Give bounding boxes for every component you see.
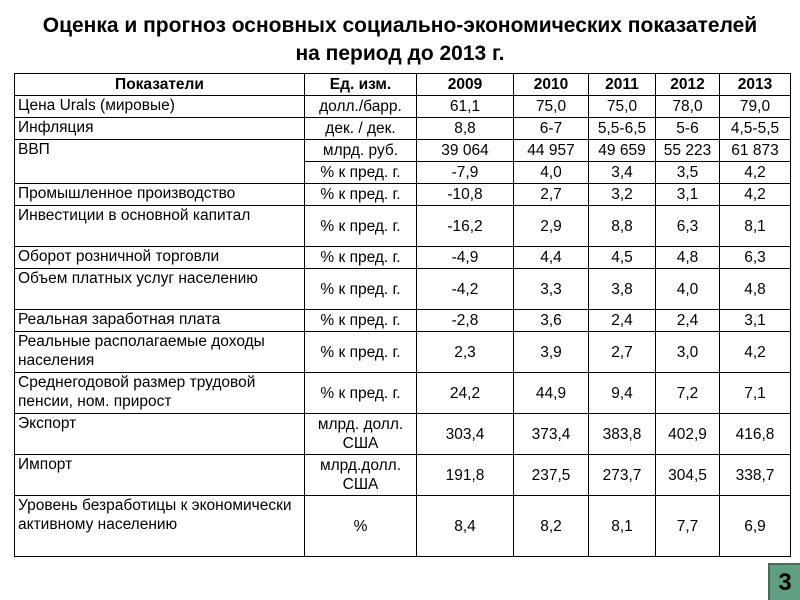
row-unit: % к пред. г. — [305, 184, 417, 206]
cell-2013: 6,9 — [720, 496, 791, 557]
cell-2011: 2,7 — [589, 332, 656, 373]
cell-2011: 49 659 — [589, 140, 656, 162]
cell-2011: 2,4 — [589, 310, 656, 332]
table-row — [15, 140, 791, 162]
row-label: Уровень безработицы к экономически активному населению — [15, 496, 305, 557]
cell-2010: 237,5 — [514, 455, 589, 496]
cell-2012: 402,9 — [656, 414, 720, 455]
cell-2010: 2,9 — [514, 206, 589, 247]
cell-2012: 3,1 — [656, 184, 720, 206]
cell-2012: 3,0 — [656, 332, 720, 373]
row-label: Инвестиции в основной капитал — [15, 206, 305, 247]
row-unit: млрд.долл. США — [305, 455, 417, 496]
cell-2012: 3,5 — [656, 162, 720, 184]
table-row — [15, 373, 791, 414]
cell-2009: 8,8 — [417, 118, 514, 140]
cell-2009: -7,9 — [417, 162, 514, 184]
row-label: Оборот розничной торговли — [15, 247, 305, 269]
cell-2011: 9,4 — [589, 373, 656, 414]
page-title-line-1: Оценка и прогноз основных социально-экономических показателей — [42, 14, 758, 37]
cell-2011: 3,2 — [589, 184, 656, 206]
cell-2011: 383,8 — [589, 414, 656, 455]
slide-number-badge: 3 — [768, 563, 800, 600]
cell-2011: 4,5 — [589, 247, 656, 269]
cell-2011: 8,1 — [589, 496, 656, 557]
cell-2012: 5-6 — [656, 118, 720, 140]
cell-2012: 7,2 — [656, 373, 720, 414]
cell-2013: 8,1 — [720, 206, 791, 247]
cell-2013: 61 873 — [720, 140, 791, 162]
header-year-2010: 2010 — [514, 74, 589, 96]
cell-2013: 4,2 — [720, 332, 791, 373]
cell-2010: 3,6 — [514, 310, 589, 332]
cell-2012: 78,0 — [656, 96, 720, 118]
row-unit: дек. / дек. — [305, 118, 417, 140]
row-unit: % к пред. г. — [305, 162, 417, 184]
cell-2010: 44 957 — [514, 140, 589, 162]
cell-2013: 7,1 — [720, 373, 791, 414]
cell-2013: 4,2 — [720, 162, 791, 184]
cell-2009: -4,9 — [417, 247, 514, 269]
cell-2010: 6-7 — [514, 118, 589, 140]
row-unit: % к пред. г. — [305, 206, 417, 247]
cell-2012: 4,0 — [656, 269, 720, 310]
cell-2012: 6,3 — [656, 206, 720, 247]
cell-2013: 4,2 — [720, 184, 791, 206]
cell-2011: 3,8 — [589, 269, 656, 310]
row-unit: % — [305, 496, 417, 557]
row-label: Цена Urals (мировые) — [15, 96, 305, 118]
cell-2013: 338,7 — [720, 455, 791, 496]
row-label: Импорт — [15, 455, 305, 496]
header-unit: Ед. изм. — [305, 74, 417, 96]
cell-2009: -2,8 — [417, 310, 514, 332]
row-label: ВВП — [15, 140, 305, 184]
cell-2011: 3,4 — [589, 162, 656, 184]
cell-2010: 3,9 — [514, 332, 589, 373]
cell-2013: 416,8 — [720, 414, 791, 455]
cell-2013: 6,3 — [720, 247, 791, 269]
cell-2012: 2,4 — [656, 310, 720, 332]
row-label: Промышленное производство — [15, 184, 305, 206]
row-label: Экспорт — [15, 414, 305, 455]
cell-2009: 39 064 — [417, 140, 514, 162]
indicators-table — [14, 73, 791, 557]
row-label: Инфляция — [15, 118, 305, 140]
table-row — [15, 247, 791, 269]
table-row — [15, 455, 791, 496]
cell-2012: 4,8 — [656, 247, 720, 269]
header-indicator: Показатели — [15, 74, 305, 96]
cell-2010: 2,7 — [514, 184, 589, 206]
row-unit: % к пред. г. — [305, 332, 417, 373]
row-label: Объем платных услуг населению — [15, 269, 305, 310]
table-row — [15, 269, 791, 310]
row-unit: долл./барр. — [305, 96, 417, 118]
cell-2013: 79,0 — [720, 96, 791, 118]
header-year-2012: 2012 — [656, 74, 720, 96]
page-title-line-2: на период до 2013 г. — [295, 42, 505, 65]
cell-2010: 44,9 — [514, 373, 589, 414]
cell-2009: -4,2 — [417, 269, 514, 310]
cell-2009: 2,3 — [417, 332, 514, 373]
header-year-2009: 2009 — [417, 74, 514, 96]
cell-2013: 3,1 — [720, 310, 791, 332]
row-unit: % к пред. г. — [305, 269, 417, 310]
cell-2009: 8,4 — [417, 496, 514, 557]
page-title — [0, 12, 800, 68]
cell-2010: 3,3 — [514, 269, 589, 310]
cell-2010: 4,4 — [514, 247, 589, 269]
row-label: Реальная заработная плата — [15, 310, 305, 332]
row-unit: млрд. долл. США — [305, 414, 417, 455]
cell-2010: 8,2 — [514, 496, 589, 557]
row-unit: % к пред. г. — [305, 310, 417, 332]
cell-2009: 191,8 — [417, 455, 514, 496]
table-row — [15, 310, 791, 332]
cell-2009: 303,4 — [417, 414, 514, 455]
cell-2011: 5,5-6,5 — [589, 118, 656, 140]
cell-2009: -10,8 — [417, 184, 514, 206]
cell-2010: 373,4 — [514, 414, 589, 455]
table-row — [15, 414, 791, 455]
table-row — [15, 96, 791, 118]
cell-2009: 61,1 — [417, 96, 514, 118]
row-unit: % к пред. г. — [305, 247, 417, 269]
cell-2011: 273,7 — [589, 455, 656, 496]
table-header-row — [15, 74, 791, 96]
cell-2010: 75,0 — [514, 96, 589, 118]
cell-2013: 4,5-5,5 — [720, 118, 791, 140]
cell-2013: 4,8 — [720, 269, 791, 310]
table-row — [15, 184, 791, 206]
header-year-2011: 2011 — [589, 74, 656, 96]
table-row — [15, 332, 791, 373]
row-label: Среднегодовой размер трудовой пенсии, ном. прирост — [15, 373, 305, 414]
cell-2012: 304,5 — [656, 455, 720, 496]
cell-2012: 7,7 — [656, 496, 720, 557]
cell-2011: 8,8 — [589, 206, 656, 247]
cell-2012: 55 223 — [656, 140, 720, 162]
header-year-2013: 2013 — [720, 74, 791, 96]
cell-2011: 75,0 — [589, 96, 656, 118]
row-label: Реальные располагаемые доходы населения — [15, 332, 305, 373]
cell-2010: 4,0 — [514, 162, 589, 184]
row-unit: млрд. руб. — [305, 140, 417, 162]
table-row — [15, 496, 791, 557]
table-row — [15, 206, 791, 247]
table-row — [15, 118, 791, 140]
cell-2009: 24,2 — [417, 373, 514, 414]
cell-2009: -16,2 — [417, 206, 514, 247]
row-unit: % к пред. г. — [305, 373, 417, 414]
